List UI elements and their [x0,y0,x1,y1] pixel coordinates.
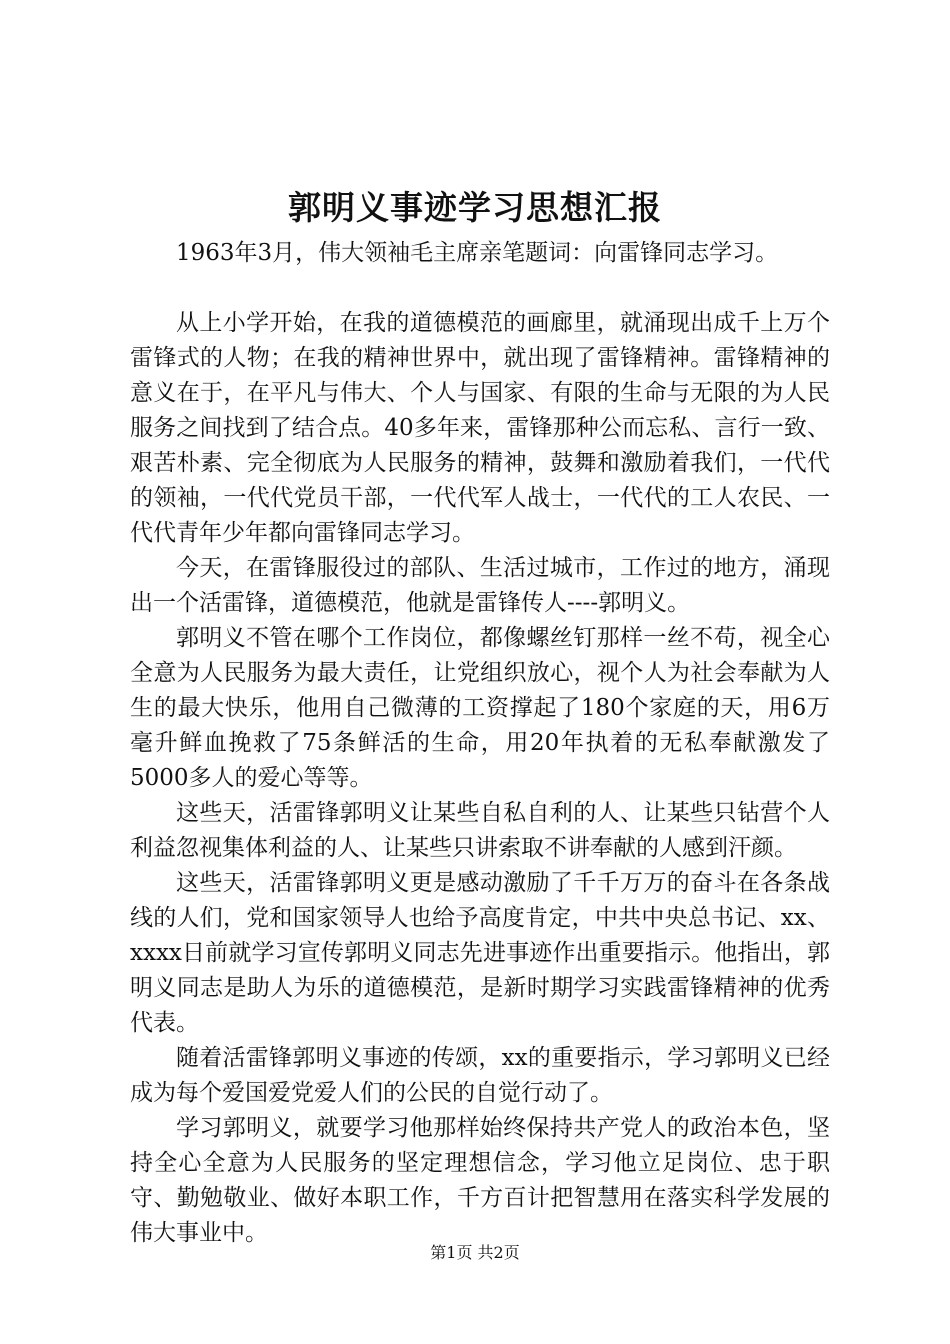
page-number-footer: 第1页 共2页 [430,1243,520,1262]
paragraph: 郭明义不管在哪个工作岗位，都像螺丝钉那样一丝不苟，视全心全意为人民服务为最大责任，让党组织放心，视个人为社会奉献为人生的最大快乐，他用自己微薄的工资撑起了180个家庭的天，用6万毫升鲜血挽救了75条鲜活的生命，用20年执着的无私奉献激发了5000多人的爱心等等。 [130,625,830,791]
paragraph: 这些天，活雷锋郭明义让某些自私自利的人、让某些只钻营个人利益忽视集体利益的人、让某些只讲索取不讲奉献的人感到汗颜。 [130,800,830,861]
paragraph-intro: 1963年3月，伟大领袖毛主席亲笔题词：向雷锋同志学习。 [176,240,779,266]
paragraph: 学习郭明义，就要学习他那样始终保持共产党人的政治本色，坚持全心全意为人民服务的坚定理想信念，学习他立足岗位、忠于职守、勤勉敬业、做好本职工作，千方百计把智慧用在落实科学发展的伟大事业中。 [130,1115,830,1246]
document-title: 郭明义事迹学习思想汇报 [288,188,662,227]
paragraph: 从上小学开始，在我的道德模范的画廊里，就涌现出成千上万个雷锋式的人物；在我的精神世界中，就出现了雷锋精神。雷锋精神的意义在于，在平凡与伟大、个人与国家、有限的生命与无限的为人民服务之间找到了结合点。40多年来，雷锋那种公而忘私、言行一致、艰苦朴素、完全彻底为人民服务的精神，鼓舞和激励着我们，一代代的领袖，一代代党员干部，一代代军人战士，一代代的工人农民、一代代青年少年都向雷锋同志学习。 [130,310,830,546]
paragraph: 随着活雷锋郭明义事迹的传颂，xx的重要指示，学习郭明义已经成为每个爱国爱党爱人们的公民的自觉行动了。 [130,1045,830,1106]
paragraph: 这些天，活雷锋郭明义更是感动激励了千千万万的奋斗在各条战线的人们，党和国家领导人也给予高度肯定，中共中央总书记、xx、xxxx日前就学习宣传郭明义同志先进事迹作出重要指示。他指出，郭明义同志是助人为乐的道德模范，是新时期学习实践雷锋精神的优秀代表。 [130,870,830,1036]
document-body [130,236,830,1251]
paragraph: 今天，在雷锋服役过的部队、生活过城市，工作过的地方，涌现出一个活雷锋，道德模范，他就是雷锋传人----郭明义。 [130,555,830,616]
